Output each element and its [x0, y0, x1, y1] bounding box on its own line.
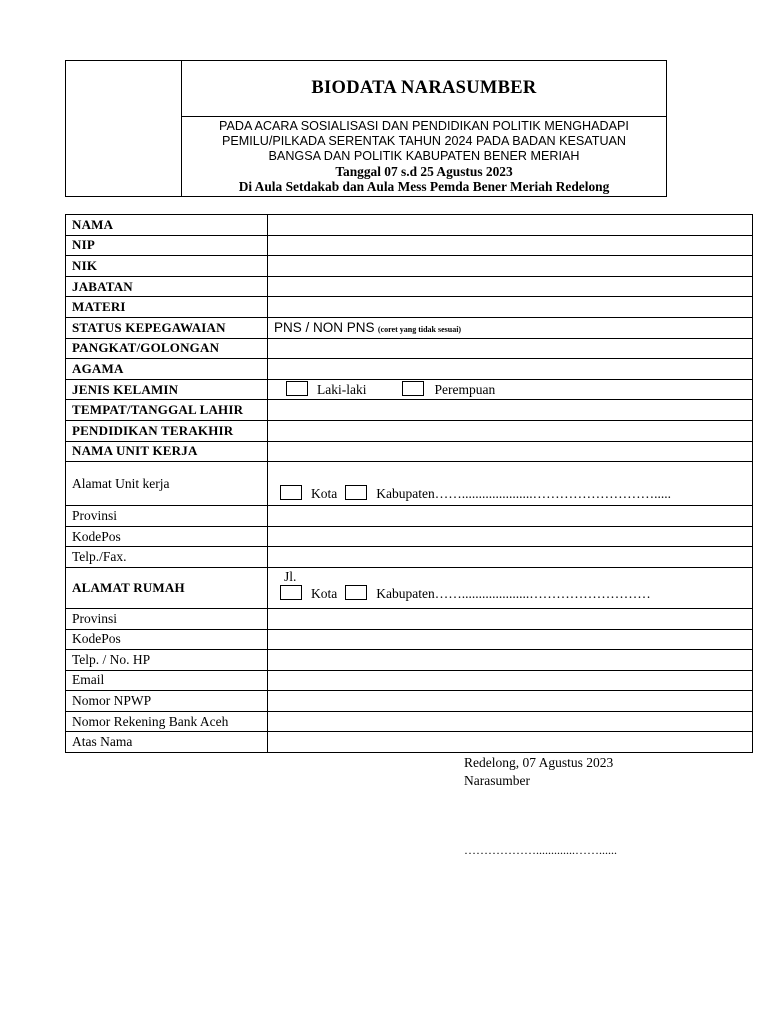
row-jabatan	[66, 276, 753, 297]
label-atas-nama: Atas Nama	[66, 732, 268, 753]
label-nama: NAMA	[66, 215, 268, 236]
label-telp-fax: Telp./Fax.	[66, 547, 268, 568]
biodata-form-table	[65, 214, 753, 753]
row-agama	[66, 359, 753, 380]
row-kodepos-unit	[66, 526, 753, 547]
option-kota-unit: Kota	[311, 486, 338, 502]
label-provinsi-rumah: Provinsi	[66, 608, 268, 629]
event-venue: Di Aula Setdakab dan Aula Mess Pemda Bener Meriah Redelong	[238, 179, 610, 194]
status-note: (coret yang tidak sesuai)	[377, 324, 462, 334]
document-header	[65, 60, 667, 197]
checkbox-kota-rumah[interactable]	[280, 585, 302, 600]
label-telp-hp: Telp. / No. HP	[66, 650, 268, 671]
field-pangkat[interactable]	[268, 338, 753, 359]
field-kodepos-rumah[interactable]	[268, 629, 753, 650]
event-description	[182, 117, 666, 196]
label-status-kepegawaian: STATUS KEPEGAWAIAN	[66, 317, 268, 338]
signature-line: ……………….............……......	[464, 843, 617, 857]
document-title: BIODATA NARASUMBER	[182, 61, 666, 117]
label-pendidikan: PENDIDIKAN TERAKHIR	[66, 420, 268, 441]
signature-place-date: Redelong, 07 Agustus 2023	[464, 755, 614, 770]
label-email: Email	[66, 670, 268, 691]
subtitle-line-3: BANGSA DAN POLITIK KABUPATEN BENER MERIAH	[268, 149, 580, 163]
label-nik: NIK	[66, 256, 268, 277]
field-agama[interactable]	[268, 359, 753, 380]
field-atas-nama[interactable]	[268, 732, 753, 753]
label-nip: NIP	[66, 235, 268, 256]
row-npwp	[66, 691, 753, 712]
field-npwp[interactable]	[268, 691, 753, 712]
field-nik[interactable]	[268, 256, 753, 277]
field-telp-hp[interactable]	[268, 650, 753, 671]
field-alamat-rumah	[268, 567, 753, 608]
status-options: PNS / NON PNS	[274, 319, 375, 335]
row-kodepos-rumah	[66, 629, 753, 650]
field-status-kepegawaian[interactable]	[268, 317, 753, 338]
row-provinsi-rumah	[66, 608, 753, 629]
event-date: Tanggal 07 s.d 25 Agustus 2023	[335, 164, 513, 179]
field-telp-fax[interactable]	[268, 547, 753, 568]
field-materi[interactable]	[268, 297, 753, 318]
field-pendidikan[interactable]	[268, 420, 753, 441]
field-nip[interactable]	[268, 235, 753, 256]
label-agama: AGAMA	[66, 359, 268, 380]
label-materi: MATERI	[66, 297, 268, 318]
field-nama[interactable]	[268, 215, 753, 236]
row-nama	[66, 215, 753, 236]
option-kabupaten-unit: Kabupaten…….....................……………………….....	[376, 486, 671, 502]
label-alamat-unit: Alamat Unit kerja	[66, 462, 268, 506]
row-telp-fax	[66, 547, 753, 568]
row-jenis-kelamin	[66, 379, 753, 400]
row-nik	[66, 256, 753, 277]
field-rekening[interactable]	[268, 711, 753, 732]
logo-cell	[66, 61, 182, 196]
label-jenis-kelamin: JENIS KELAMIN	[66, 379, 268, 400]
checkbox-kabupaten-rumah[interactable]	[345, 585, 367, 600]
label-rekening: Nomor Rekening Bank Aceh	[66, 711, 268, 732]
checkbox-kota-unit[interactable]	[280, 485, 302, 500]
row-alamat-rumah	[66, 567, 753, 608]
row-nip	[66, 235, 753, 256]
row-telp-hp	[66, 650, 753, 671]
label-provinsi-unit: Provinsi	[66, 506, 268, 527]
label-kodepos-unit: KodePos	[66, 526, 268, 547]
field-alamat-unit	[268, 462, 753, 506]
label-kodepos-rumah: KodePos	[66, 629, 268, 650]
label-npwp: Nomor NPWP	[66, 691, 268, 712]
option-kabupaten-rumah: Kabupaten……....................………………………	[376, 585, 651, 601]
row-status	[66, 317, 753, 338]
option-perempuan: Perempuan	[434, 382, 496, 398]
option-kota-rumah: Kota	[311, 585, 338, 601]
checkbox-kabupaten-unit[interactable]	[345, 485, 367, 500]
label-pangkat: PANGKAT/GOLONGAN	[66, 338, 268, 359]
checkbox-perempuan[interactable]	[402, 381, 424, 396]
row-alamat-unit	[66, 462, 753, 506]
row-materi	[66, 297, 753, 318]
jalan-label: Jl.	[284, 568, 297, 584]
alamat-rumah-options	[280, 585, 746, 602]
field-email[interactable]	[268, 670, 753, 691]
row-unit-kerja	[66, 441, 753, 462]
row-pangkat	[66, 338, 753, 359]
field-ttl[interactable]	[268, 400, 753, 421]
field-provinsi-rumah[interactable]	[268, 608, 753, 629]
field-provinsi-unit[interactable]	[268, 506, 753, 527]
label-jabatan: JABATAN	[66, 276, 268, 297]
label-ttl: TEMPAT/TANGGAL LAHIR	[66, 400, 268, 421]
row-email	[66, 670, 753, 691]
row-rekening	[66, 711, 753, 732]
row-pendidikan	[66, 420, 753, 441]
row-ttl	[66, 400, 753, 421]
field-unit-kerja[interactable]	[268, 441, 753, 462]
label-unit-kerja: NAMA UNIT KERJA	[66, 441, 268, 462]
field-jabatan[interactable]	[268, 276, 753, 297]
label-alamat-rumah: ALAMAT RUMAH	[66, 567, 268, 608]
row-provinsi-unit	[66, 506, 753, 527]
option-laki-laki: Laki-laki	[317, 382, 367, 398]
subtitle-line-1: PADA ACARA SOSIALISASI DAN PENDIDIKAN POLITIK MENGHADAPI	[219, 119, 629, 133]
checkbox-laki-laki[interactable]	[286, 381, 308, 396]
field-jenis-kelamin	[268, 379, 753, 400]
row-atas-nama	[66, 732, 753, 753]
field-kodepos-unit[interactable]	[268, 526, 753, 547]
subtitle-line-2: PEMILU/PILKADA SERENTAK TAHUN 2024 PADA BADAN KESATUAN	[221, 134, 627, 148]
signature-role: Narasumber	[464, 773, 530, 788]
